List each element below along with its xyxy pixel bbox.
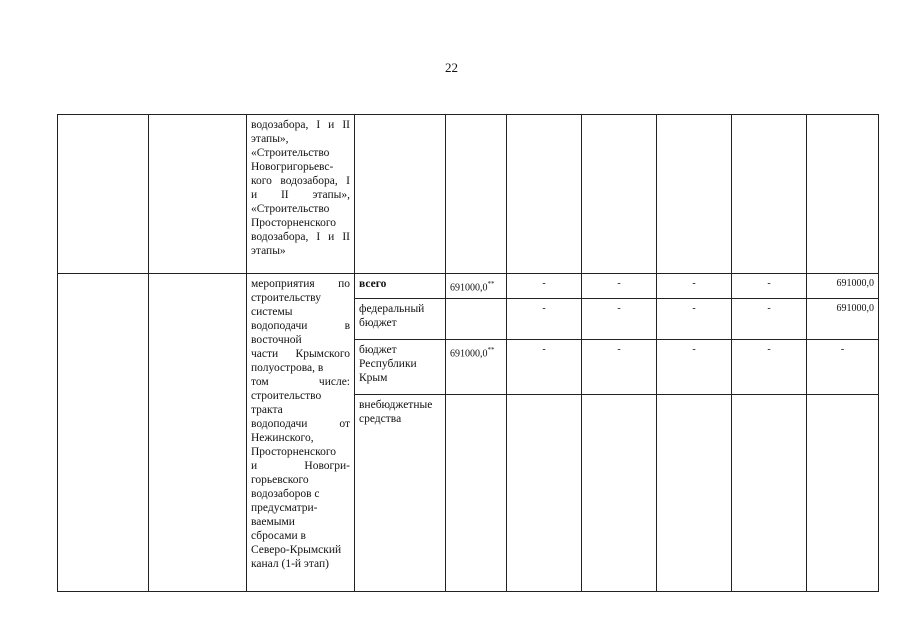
table-row (58, 274, 879, 299)
description-line: горьевского (251, 474, 309, 486)
dash-cell: - (582, 299, 657, 340)
description-line: Северо-Крымский (251, 544, 342, 556)
total-cell: 691000,0 (807, 299, 879, 340)
total-cell: 691000,0 (807, 274, 879, 299)
amount-cell (446, 340, 507, 395)
description-line: тракта (251, 404, 283, 416)
empty-cell (58, 115, 149, 274)
description-line: и II этапы», (251, 189, 350, 201)
description-line: водозаборов с (251, 488, 320, 500)
description-line: строительство (251, 390, 322, 402)
amount-cell (446, 274, 507, 299)
description-line: водозабора, I и II (251, 119, 350, 131)
description-line: «Строительство (251, 203, 330, 215)
description-line: Нежинского, (251, 432, 314, 444)
empty-cell (732, 115, 807, 274)
amount-note: ** (487, 280, 495, 288)
description-line: водозабора, I и II (251, 231, 350, 243)
empty-cell (507, 115, 582, 274)
description-line: системы (251, 306, 293, 318)
empty-cell (807, 115, 879, 274)
description-line: этапы» (251, 245, 286, 257)
total-cell: - (807, 340, 879, 395)
dash-cell: - (507, 274, 582, 299)
description-line: строительству (251, 292, 321, 304)
dash-cell: - (657, 299, 732, 340)
description-line: водоподачи от (251, 418, 350, 430)
amount-cell (446, 395, 507, 592)
table-row (58, 115, 879, 274)
description-line: Новогригорьевс- (251, 161, 334, 173)
dash-cell (732, 395, 807, 592)
dash-cell: - (582, 274, 657, 299)
empty-cell (582, 115, 657, 274)
description-line: канал (1-й этап) (251, 558, 329, 570)
total-cell (807, 395, 879, 592)
empty-cell (149, 274, 247, 592)
amount-note: ** (487, 346, 495, 355)
amount-value: 691000,0 (450, 282, 488, 294)
description-line: предусматри- (251, 502, 318, 514)
description-line: водоподачи в (251, 320, 350, 332)
dash-cell: - (582, 340, 657, 395)
source-label: всего (355, 274, 446, 299)
description-line: сбросами в (251, 530, 306, 542)
description-line: Просторненского (251, 217, 337, 229)
empty-cell (446, 115, 507, 274)
description-line: ваемыми (251, 516, 295, 528)
description-line: мероприятия по (251, 278, 350, 290)
source-label: федеральный бюджет (355, 299, 446, 340)
dash-cell (507, 395, 582, 592)
description-line: «Строительство (251, 147, 330, 159)
row1-description-cell (247, 115, 355, 274)
dash-cell: - (657, 274, 732, 299)
amount-value: 691000,0 (450, 348, 488, 360)
source-label: бюджет Республики Крым (355, 340, 446, 395)
dash-cell: - (507, 340, 582, 395)
description-line: восточной (251, 334, 302, 346)
source-label: внебюджетные средства (355, 395, 446, 592)
description-line: Просторненского (251, 446, 337, 458)
description-line: части Крымского (251, 348, 350, 360)
row2-description-cell (247, 274, 355, 592)
description-line: кого водозабора, I (251, 175, 350, 187)
dash-cell: - (732, 274, 807, 299)
dash-cell: - (657, 340, 732, 395)
dash-cell (657, 395, 732, 592)
amount-cell (446, 299, 507, 340)
dash-cell (582, 395, 657, 592)
page-number: 22 (445, 60, 458, 75)
empty-cell (355, 115, 446, 274)
description-line: и Новогри- (251, 460, 350, 472)
description-line: том числе: (251, 376, 350, 388)
description-line: полуострова, в (251, 362, 324, 374)
dash-cell: - (732, 299, 807, 340)
dash-cell: - (732, 340, 807, 395)
empty-cell (149, 115, 247, 274)
description-line: этапы», (251, 133, 289, 145)
empty-cell (657, 115, 732, 274)
empty-cell (58, 274, 149, 592)
dash-cell: - (507, 299, 582, 340)
program-table (57, 114, 879, 592)
